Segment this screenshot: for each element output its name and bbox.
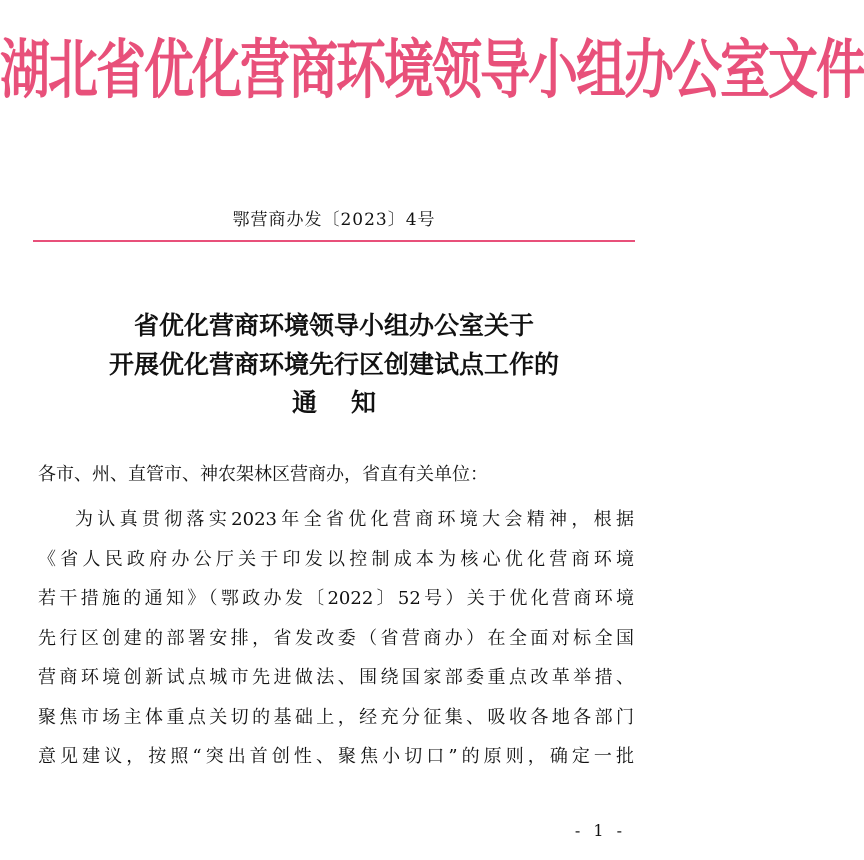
body-paragraph-line: 为认真贯彻落实2023年全省优化营商环境大会精神，根据: [75, 509, 634, 530]
body-paragraph-line: 若干措施的通知》（鄂政办发〔2022〕52号）关于优化营商环境: [38, 588, 634, 609]
page-number: - 1 -: [574, 821, 626, 840]
document-title-line-3: 通知: [291, 388, 410, 417]
body-paragraph-line: 聚焦市场主体重点关切的基础上，经充分征集、吸收各地各部门: [38, 707, 634, 728]
body-paragraph-line: 《省人民政府办公厅关于印发以控制成本为核心优化营商环境: [38, 549, 634, 570]
addressee-line: 各市、州、直管市、神农架林区营商办，省直有关单位：: [38, 464, 488, 485]
document-number: 鄂营商办发〔2023〕4号: [232, 210, 436, 230]
body-paragraph-line: 先行区创建的部署安排，省发改委（省营商办）在全面对标全国: [38, 628, 634, 649]
document-title-line-2: 开展优化营商环境先行区创建试点工作的: [108, 350, 559, 379]
masthead-title: 湖北省优化营商环境领导小组办公室文件: [0, 31, 864, 108]
red-divider-rule: [33, 240, 635, 242]
document-title-line-1: 省优化营商环境领导小组办公室关于: [133, 311, 534, 340]
body-paragraph-line: 意见建议，按照“突出首创性、聚焦小切口”的原则，确定一批: [38, 746, 634, 767]
body-paragraph-line: 营商环境创新试点城市先进做法、围绕国家部委重点改革举措、: [38, 667, 634, 688]
